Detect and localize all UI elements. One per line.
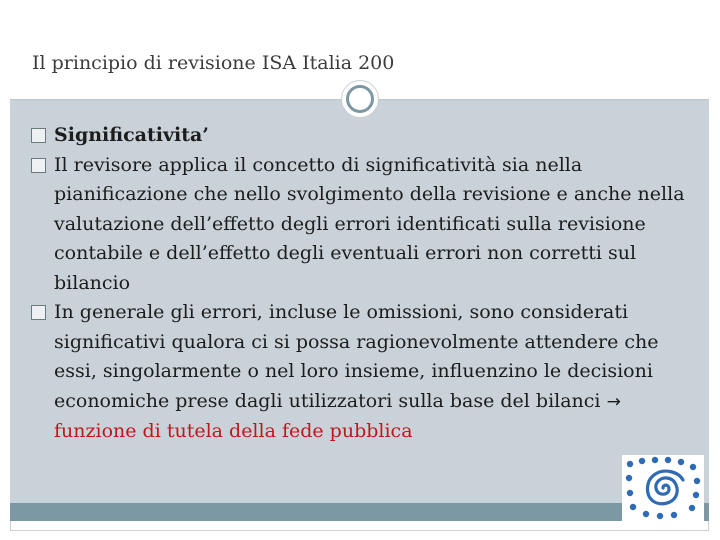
checkbox-bullet-icon <box>31 158 46 173</box>
bullet-item-heading <box>30 121 698 151</box>
bullet-list <box>30 121 698 447</box>
highlight-text: funzione di tutela della fede pubblica <box>54 420 413 442</box>
checkbox-bullet-icon <box>31 128 46 143</box>
bullet-item-concept <box>30 151 698 299</box>
spiral-sun-logo <box>622 455 704 521</box>
bullet-text: Il revisore applica il concetto di significatività sia nella pianificazione che nello svolgimento della revisione e anche nella valutazione dell’effetto degli errori identificati sulla revisione contabile e dell’effetto degli eventuali errori non corretti sul bilancio <box>54 153 685 294</box>
slide-title: Il principio di revisione ISA Italia 200 <box>32 52 395 74</box>
footer-bar <box>10 503 709 521</box>
bullet-text: In generale gli errori, incluse le omissioni, sono considerati significativi qualora ci si possa ragionevolmente attendere che essi, singolarmente o nel loro insieme, influenzino le decisioni economiche prese dagli utilizzatori sulla base del bilanci <box>54 301 659 412</box>
bullet-heading-text: Significativita’ <box>54 124 209 146</box>
right-arrow-icon: → <box>606 391 621 412</box>
divider-circle-icon <box>341 80 379 118</box>
checkbox-bullet-icon <box>31 305 46 320</box>
bullet-item-errors <box>30 298 698 447</box>
